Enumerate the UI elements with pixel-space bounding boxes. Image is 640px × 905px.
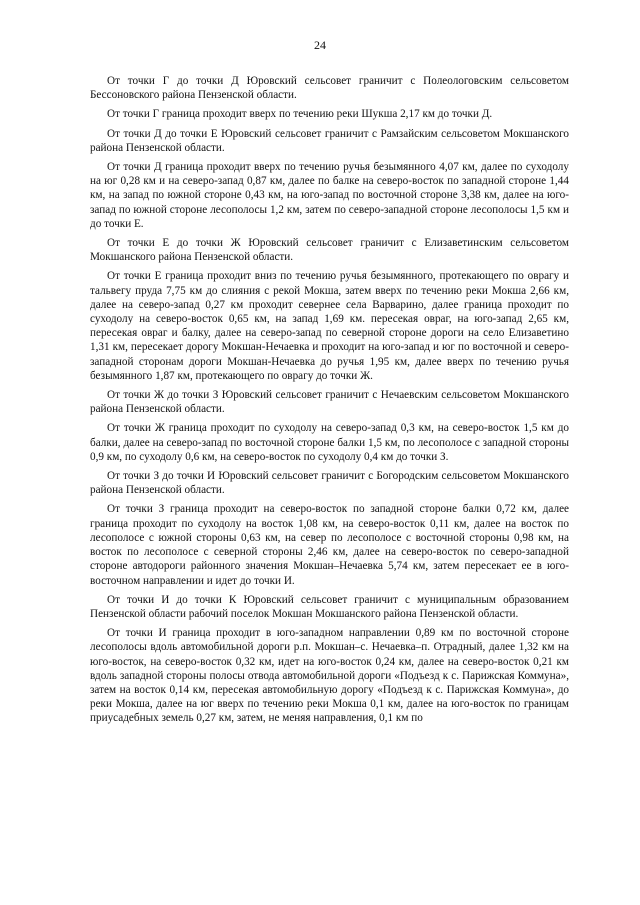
paragraph: От точки Е граница проходит вниз по течению ручья безымянного, протекающего по оврагу и тальвегу пруда 7,75 км до слияния с рекой Мокша, затем вверх по течению реки Мокша 2,66 км, далее на северо-запад 0,27 км проходит севернее села Варварино, далее граница проходит по суходолу на северо-восток 0,65 км, на запад 1,69 км. пересекая овраг, на юго-запад 2,65 км, пересекая овраг и балку, далее на северо-запад по северной стороне дороги на село Елизаветино 1,31 км, пересекает дорогу Мокшан-Нечаевка и проходит на юго-запад и юг по восточной и северо-западной сторонам дороги Мокшан-Нечаевка до ручья 1,95 км, далее вверх по течению ручья безымянного 1,87 км, протекающего по оврагу до точки Ж.	[90, 270, 569, 382]
paragraph: От точки Г до точки Д Юровский сельсовет граничит с Полеологовским сельсоветом Бессоновского района Пензенской области.	[90, 75, 569, 102]
paragraph: От точки З граница проходит на северо-восток по западной стороне балки 0,72 км, далее граница проходит по суходолу на восток 1,08 км, на северо-восток 0,11 км, далее на восток по лесополосе с южной стороны 0,63 км, на север по лесополосе с восточной стороны 0,98 км, на восток по лесополосе с северной стороны 2,46 км, далее на северо-восток по северо-западной стороне автодороги районного значения Мокшан–Нечаевка 5,74 км, затем пересекает ее в юго-восточном направлении и идет до точки И.	[90, 503, 569, 587]
page-number: 24	[314, 38, 326, 52]
paragraph: От точки И граница проходит в юго-западном направлении 0,89 км по восточной стороне лесополосы вдоль автомобильной дороги р.п. Мокшан–с. Нечаевка–п. Отрадный, далее 1,32 км на юго-восток, на северо-восток 0,32 км, идет на юго-восток 0,24 км, далее на северо-восток 0,21 км вдоль западной стороны полосы отвода автомобильной дороги «Подъезд к с. Парижская Коммуна», затем на восток 0,14 км, пересекая автомобильную дорогу «Подъезд к с. Парижская Коммуна», до реки Мокша, далее на юг вверх по течению реки Мокша 0,1 км, далее на юго-восток по границам приусадебных земель 0,27 км, затем, не меняя направления, 0,1 км по	[90, 627, 569, 725]
paragraph: От точки Г граница проходит вверх по течению реки Шукша 2,17 км до точки Д.	[107, 108, 493, 121]
paragraph: От точки Ж граница проходит по суходолу на северо-запад 0,3 км, на северо-восток 1,5 км до балки, далее на северо-запад по восточной стороне балки 1,5 км, по лесополосе с западной стороны 0,9 км, по суходолу 0,6 км, на северо-восток по суходолу 0,4 км до точки З.	[90, 422, 569, 463]
paragraph: От точки Д граница проходит вверх по течению ручья безымянного 4,07 км, далее по суходолу на юг 0,28 км и на северо-запад 0,87 км, далее по балке на северо-восток по западной стороне 1,44 км, на запад по южной стороне 0,43 км, на юго-запад по восточной стороне 3,38 км, далее на юго-запад по южной стороне лесополосы 1,2 км, затем по северо-западной стороне лесополосы 1,5 км и до точки Е.	[90, 161, 569, 230]
paragraph: От точки З до точки И Юровский сельсовет граничит с Богородским сельсоветом Мокшанского района Пензенской области.	[90, 470, 569, 497]
paragraph: От точки И до точки К Юровский сельсовет граничит с муниципальным образованием Пензенской области рабочий поселок Мокшан Мокшанского района Пензенской области.	[90, 593, 569, 620]
paragraph: От точки Е до точки Ж Юровский сельсовет граничит с Елизаветинским сельсоветом Мокшанского района Пензенской области.	[90, 237, 569, 264]
paragraph: От точки Д до точки Е Юровский сельсовет граничит с Рамзайским сельсоветом Мокшанского района Пензенской области.	[90, 127, 569, 154]
document-body	[90, 74, 569, 731]
paragraph: От точки Ж до точки З Юровский сельсовет граничит с Нечаевским сельсоветом Мокшанского района Пензенской области.	[90, 389, 569, 416]
